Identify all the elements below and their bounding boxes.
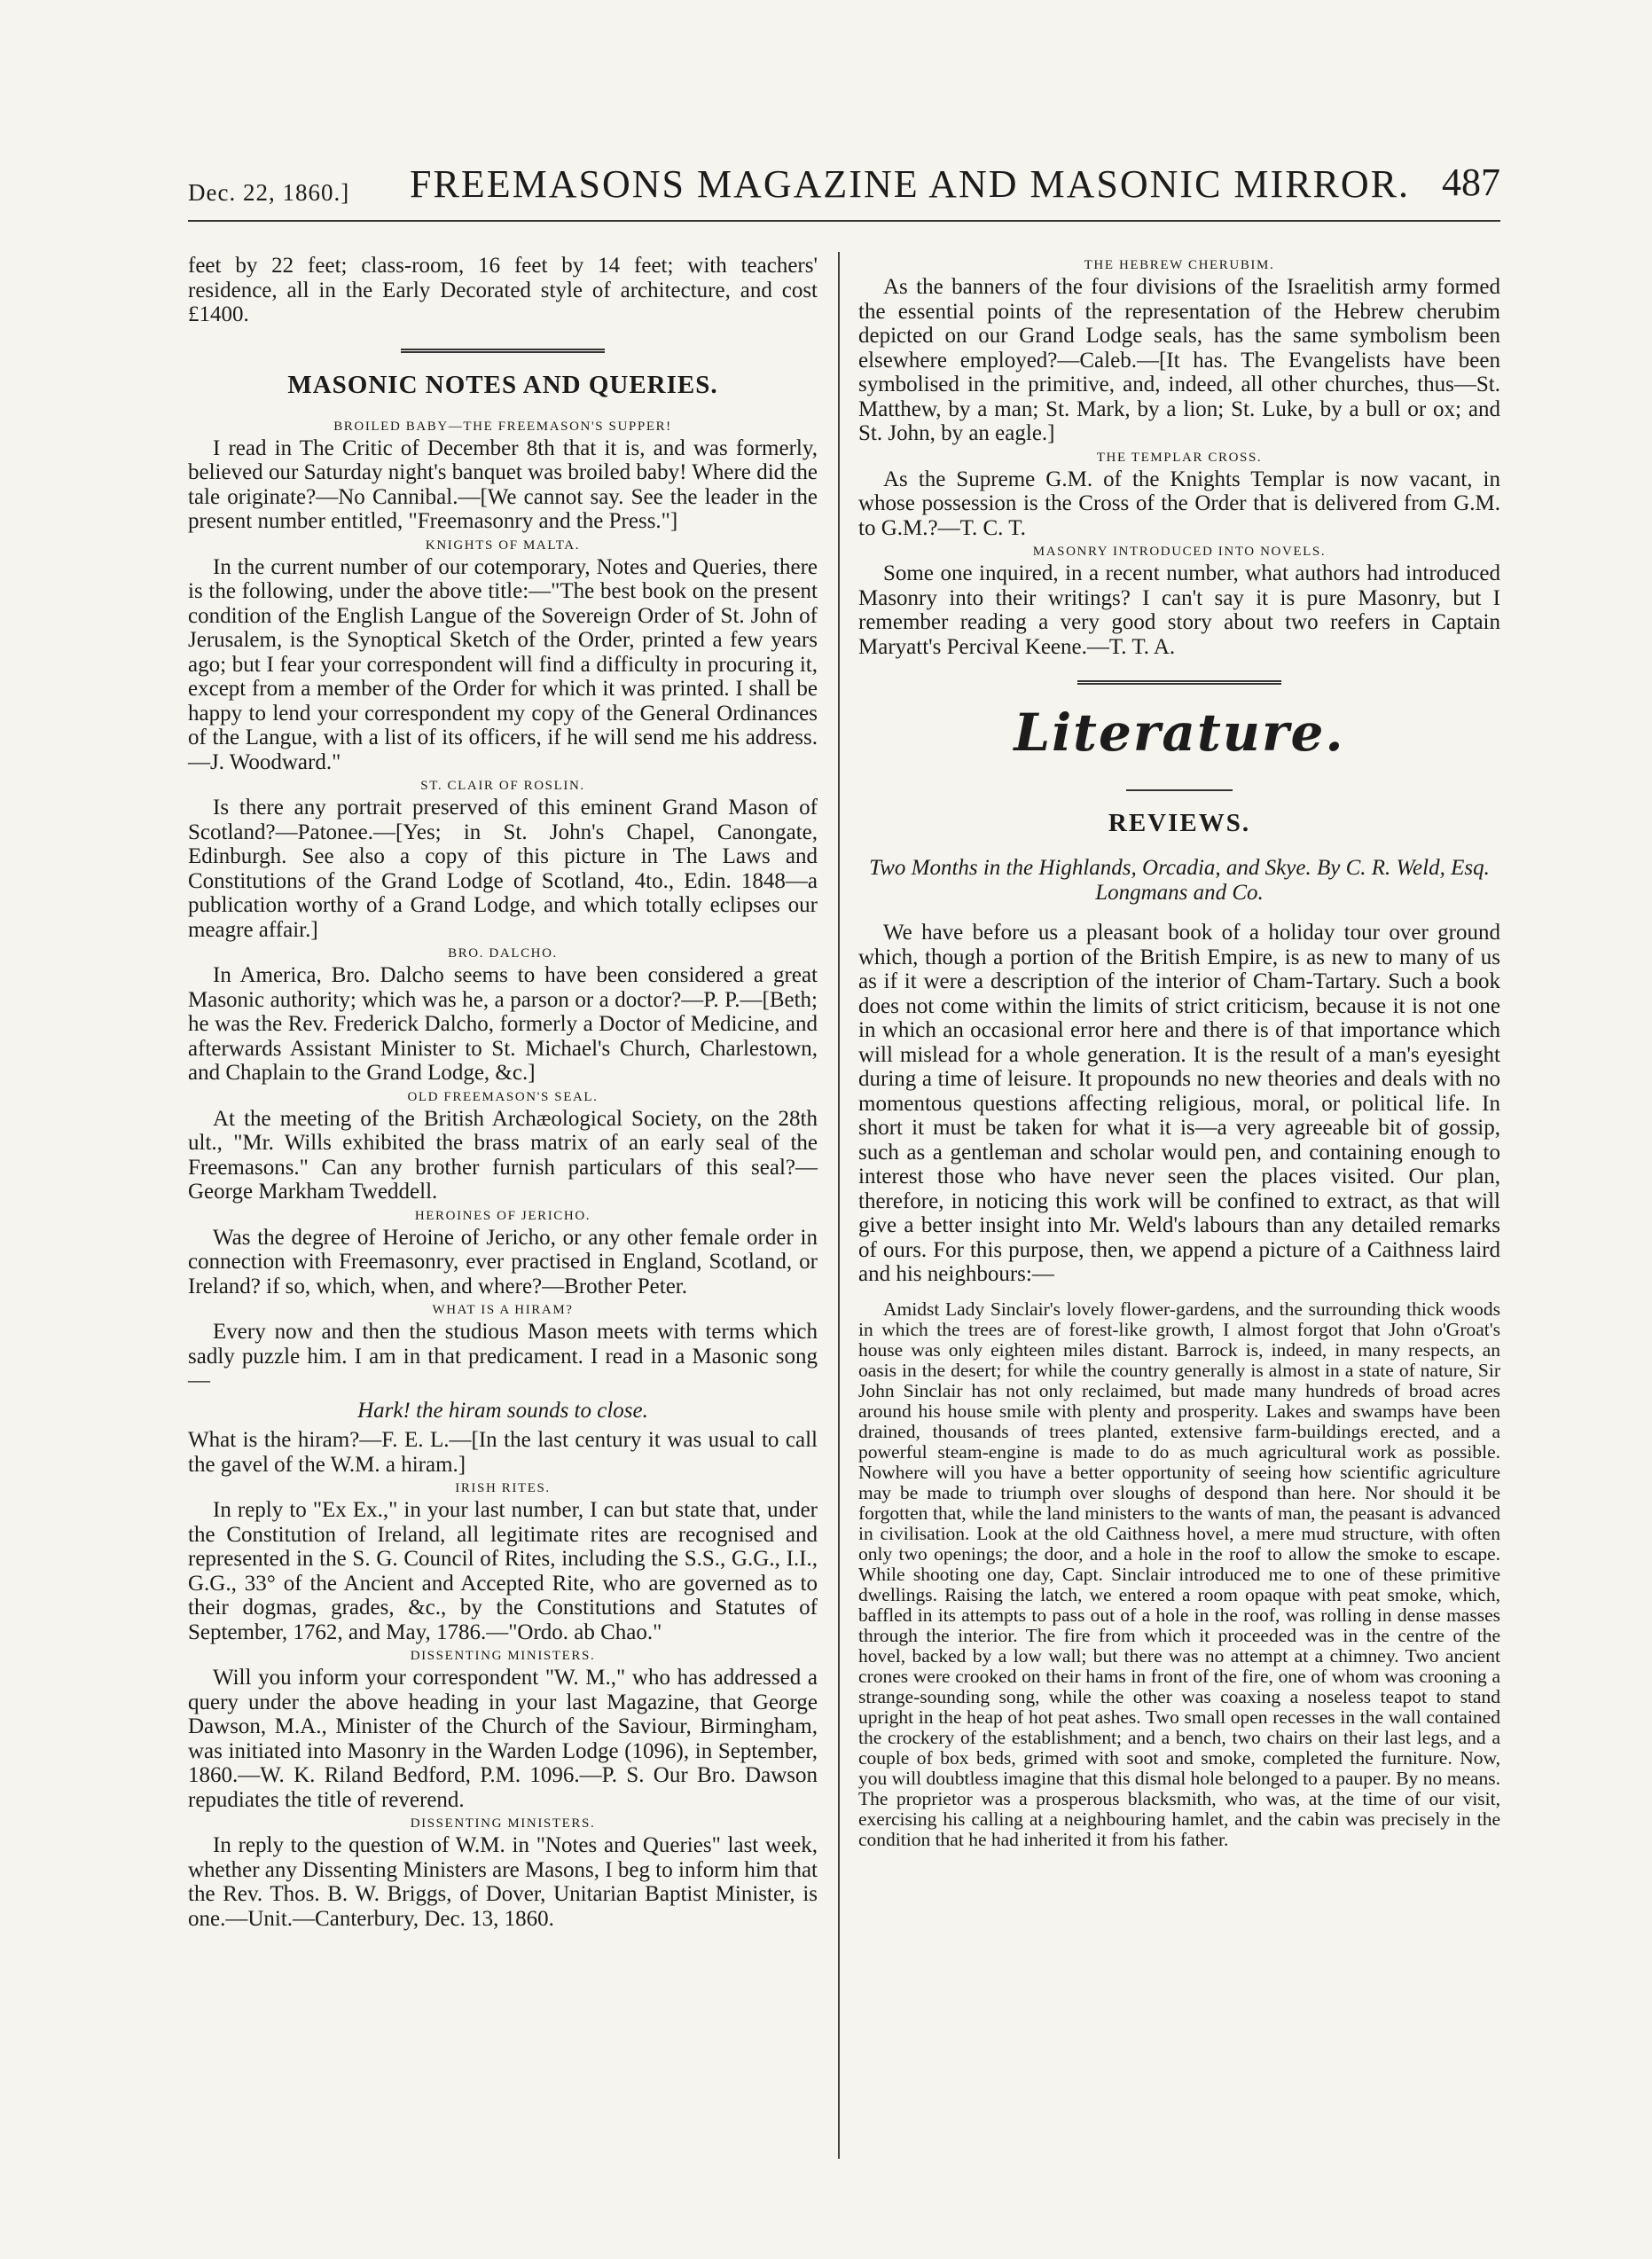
header-rule [188,220,1500,222]
query-entry [188,1479,818,1644]
section-title: MASONIC NOTES AND QUERIES. [287,370,718,399]
song-quote: Hark! the hiram sounds to close. [357,1398,648,1423]
query-entry [858,256,1500,446]
query-entry [188,537,818,775]
continued-paragraph: feet by 22 feet; class-room, 16 feet by 14 feet; with teachers' residence, all in the Early Decorated style of architecture, and cost £1400. [188,254,818,326]
query-text: Every now and then the studious Mason meets with terms which sadly puzzle him. I am in that predicament. I read in a Masonic song— [188,1320,818,1392]
query-text: Was the degree of Heroine of Jericho, or any other female order in connection with Freemasonry, ever practised in England, Scotland, or Ireland? if so, which, when, and where?—Brother Peter. [188,1225,818,1298]
query-heading: WHAT IS A HIRAM? [432,1303,574,1317]
query-heading: KNIGHTS OF MALTA. [425,537,581,553]
section-rule [1077,680,1281,685]
query-entry [188,777,818,942]
review-text: We have before us a pleasant book of a holiday tour over ground which, though a portion of the British Empire, is as new to many of us as if it were a description of the interior of Cham-Tartary. Such a book does not come within the limits of strict criticism, because it is not one in which an occasional error here and there is of that importance which will mislead for a whole generation. It is the result of a man's eyesight during a time of leisure. It propounds no new theories and deals with no momentous questions affecting religious, moral, or political life. In short it must be taken for what it is—a very agreeable bit of gossip, such as a gentleman and scholar would pen, and containing enough to interest those who have never seen the places visited. Our plan, therefore, in noticing this work will be confined to extract, as that will give a better insight into Mr. Weld's labours than any detailed remarks of ours. For this purpose, then, we append a picture of a Caithness laird and his neighbours:— [858,921,1500,1286]
query-entry [188,1301,818,1477]
literature-title: Literature. [1014,702,1345,763]
reviews-title: REVIEWS. [1108,809,1251,837]
query-entry [188,1088,818,1204]
query-answer: What is the hiram?—F. E. L.—[In the last century it was usual to call the gavel of the W.M. a hiram.] [188,1428,818,1477]
query-text: As the banners of the four divisions of the Israelitish army formed the essential points of the representation of the Hebrew cherubim depicted on our Grand Lodge seals, has the same symbolism been elsewhere employed?—Caleb.—[It has. The Evangelists have been symbolised in the primitive, and, indeed, all other churches, thus—St. Matthew, by a man; St. Mark, by a lion; St. Luke, by a bull or ox; and St. John, by an eagle.] [858,275,1500,445]
book-title-line [858,856,1500,905]
query-heading: BRO. DALCHO. [448,946,558,961]
query-text: Will you inform your correspondent "W. M.," who has addressed a query under the above heading in your last Magazine, that George Dawson, M.A., Minister of the Church of the Saviour, Birmingham, was initiated into Masonry in the Warden Lodge (1096), in September, 1860.—W. K. Riland Bedford, P.M. 1096.—P. S. Our Bro. Dawson repudiates the title of reverend. [188,1666,818,1812]
query-heading: HEROINES OF JERICHO. [414,1208,591,1223]
query-heading: MASONRY INTRODUCED INTO NOVELS. [1032,545,1327,559]
page-number: 487 [1442,161,1500,204]
query-heading: DISSENTING MINISTERS. [410,1649,596,1663]
query-entry [188,418,818,534]
publication-title: FREEMASONS MAGAZINE AND MASONIC MIRROR. [410,162,1411,206]
query-text: At the meeting of the British Archæological Society, on the 28th ult., "Mr. Wills exhibited the brass matrix of an early seal of the Freemasons." Can any brother furnish particulars of this seal?—George Markham Tweddell. [188,1106,818,1204]
right-column [858,254,1500,1850]
query-heading: ST. CLAIR OF ROSLIN. [420,779,585,793]
query-text: In America, Bro. Dalcho seems to have been considered a great Masonic authority; which was he, a parson or a doctor?—P. P.—[Beth; he was the Rev. Frederick Dalcho, formerly a Doctor of Medicine, and afterwards Assistant Minister to St. Michael's Church, Charlestown, and Chaplain to the Grand Lodge, &c.] [188,963,818,1085]
query-entry [858,449,1500,541]
query-entry [188,1815,818,1931]
query-heading: DISSENTING MINISTERS. [410,1816,596,1831]
left-column [188,254,818,1931]
query-heading: THE HEBREW CHERUBIM. [1084,258,1275,272]
issue-date: Dec. 22, 1860.] [188,179,350,206]
query-text: As the Supreme G.M. of the Knights Templar is now vacant, in whose possession is the Cross of the Order that is delivered from G.M. to G.M.?—T. C. T. [858,467,1500,540]
query-text: In reply to "Ex Ex.," in your last number, I can but state that, under the Constitution of Ireland, all legitimate rites are recognised and represented in the S. G. Council of Rites, including the S.S., G.G., I.I., G.G., 33° of the Ancient and Accepted Rite, who are governed as to their dogmas, grades, &c., by the Constitutions and Statutes of September, 1762, and May, 1786.—"Ordo. ab Chao." [188,1498,818,1644]
query-heading: THE TEMPLAR CROSS. [1096,450,1263,465]
book-title: Two Months in the Highlands, Orcadia, and Skye. By C. R. Weld, Esq. Longmans and Co. [869,856,1490,905]
query-heading: OLD FREEMASON'S SEAL. [407,1089,599,1104]
query-text: Is there any portrait preserved of this eminent Grand Mason of Scotland?—Patonee.—[Yes; in St. John's Chapel, Canongate, Edinburgh. See also a copy of this picture in The Laws and Constitutions of the Grand Lodge of Scotland, 4to., Edin. 1848—a publication worthy of a Grand Lodge, and which totally eclipses our meagre affair.] [188,796,818,942]
page-header [188,160,1500,216]
review-extract: Amidst Lady Sinclair's lovely flower-gardens, and the surrounding thick woods in which the trees are of forest-like growth, I almost forgot that John o'Groat's house was only eighteen miles distant. Barrock is, indeed, in many respects, an oasis in the desert; for while the country generally is almost in a state of nature, Sir John Sinclair has not only reclaimed, but made many hundreds of broad acres around his house smile with plenty and prosperity. Lakes and swamps have been drained, thousands of trees planted, extensive farm-buildings erected, and a powerful steam-engine is made to do as much agricultural work as possible. Nowhere will you have a better opportunity of seeing how scientific agriculture may be made to triumph over sloughs of despond than here. Nor should it be forgotten that, while the land ministers to the wants of man, the peasant is advanced in civilisation. Look at the old Caithness hovel, a mere mud structure, with often only two openings; the door, and a hole in the roof to allow the smoke to escape. While shooting one day, Capt. Sinclair introduced me to one of these primitive dwellings. Raising the latch, we entered a room opaque with peat smoke, which, baffled in its attempts to pass out of a hole in the roof, was rolling in dense masses through the interior. The fire from which it proceeded was in the centre of the hovel, backed by a low wall; but there was no attempt at a chimney. Two ancient crones were crooked on their hams in front of the fire, one of whom was crooning a strange-sounding song, while the other was coaxing a noseless teapot to stand upright in the heap of hot peat ashes. Two small open recesses in the wall contained the crockery of the establishment; and a bench, two chairs on their last legs, and a couple of box beds, grimed with soot and smoke, completed the furniture. Now, you will doubtless imagine that this dismal hole belonged to a pauper. By no means. The proprietor was a prosperous blacksmith, who was, at the time of our visit, exercising his calling at a neighbouring hamlet, and the cabin was precisely in the condition that he had inherited it from his father. [858,1298,1500,1850]
query-text: In the current number of our cotemporary, Notes and Queries, there is the following, under the above title:—"The best book on the present condition of the English Langue of the Sovereign Order of St. John of Jerusalem, is the Synoptical Sketch of the Order, printed a few years ago; but I fear your correspondent will find a difficulty in procuring it, except from a member of the Order for which it was printed. I shall be happy to lend your correspondent my copy of the General Ordinances of the Langue, with a list of its officers, if he will send me his address.—J. Woodward." [188,554,818,774]
query-heading: IRISH RITES. [455,1481,551,1495]
query-heading: BROILED BABY—THE FREEMASON'S SUPPER! [333,419,672,434]
section-rule [401,349,605,353]
spacer [858,1287,1500,1299]
query-text: Some one inquired, in a recent number, what authors had introduced Masonry into their writings? I can't say it is pure Masonry, but I remember reading a very good story about two reefers in Captain Maryatt's Percival Keene.—T. T. A. [858,561,1500,659]
short-rule [1126,789,1233,791]
query-entry [188,945,818,1086]
column-divider [838,252,840,2159]
query-text: I read in The Critic of December 8th that it is, and was formerly, believed our Saturday night's banquet was broiled baby! Where did the tale originate?—No Cannibal.—[We cannot say. See the leader in the present number entitled, "Freemasonry and the Press."] [188,435,818,533]
query-entry [858,543,1500,659]
query-entry [188,1647,818,1812]
query-entry [188,1207,818,1299]
query-text: In reply to the question of W.M. in "Notes and Queries" last week, whether any Dissenting Ministers are Masons, I beg to inform him that the Rev. Thos. B. W. Briggs, of Dover, Unitarian Baptist Minister, is one.—Unit.—Canterbury, Dec. 13, 1860. [188,1833,818,1931]
